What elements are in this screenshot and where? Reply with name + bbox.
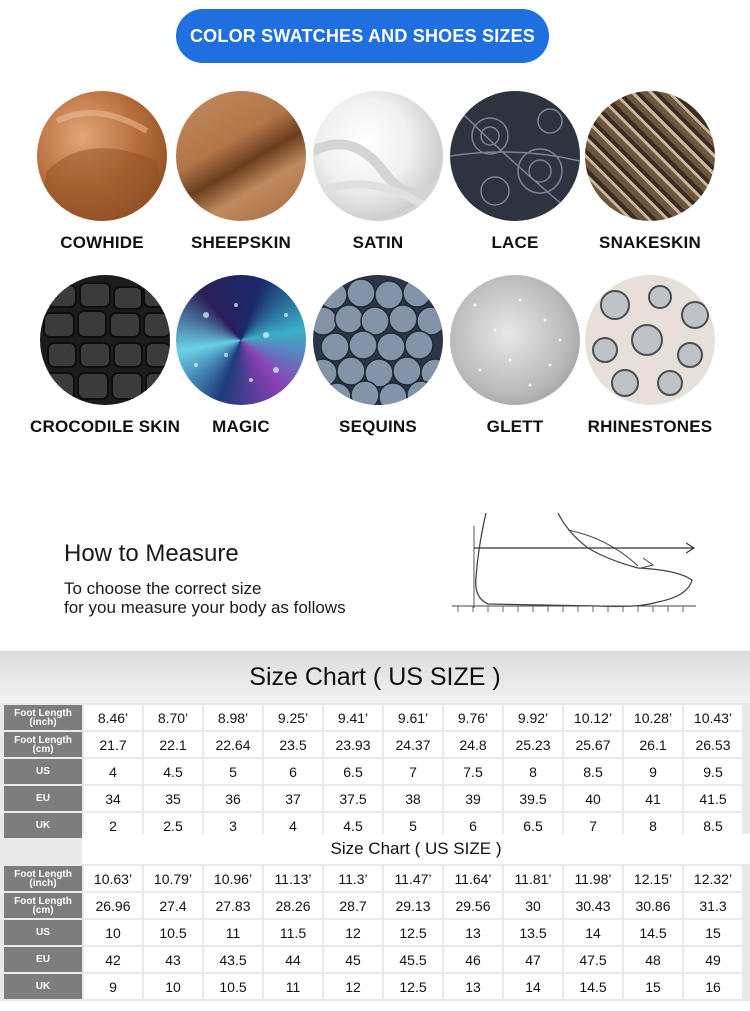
row-header-line: Foot Length <box>14 734 72 746</box>
size-cell: 39.5 <box>504 786 562 811</box>
size-cell: 12 <box>324 920 382 945</box>
size-cell: 12.32’ <box>684 866 742 891</box>
size-cell: 6 <box>264 759 322 784</box>
swatch-label: COWHIDE <box>60 233 144 252</box>
swatch-lace[interactable] <box>440 91 590 253</box>
size-cell: 12.5 <box>384 920 442 945</box>
size-cell: 45 <box>324 947 382 972</box>
size-cell: 4.5 <box>324 813 382 838</box>
sheepskin-swatch-image <box>176 91 306 221</box>
size-cell: 6 <box>444 813 502 838</box>
foot-length-cm-row <box>4 732 742 757</box>
size-cell: 26.1 <box>624 732 682 757</box>
size-cell: 8.46’ <box>84 705 142 730</box>
swatch-label: SEQUINS <box>339 417 417 436</box>
foot-measure-illustration <box>448 508 700 618</box>
size-cell: 10.12’ <box>564 705 622 730</box>
swatch-glett[interactable] <box>440 275 590 437</box>
swatch-satin[interactable] <box>303 91 453 253</box>
rhinestones-swatch-image <box>585 275 715 405</box>
size-cell: 2 <box>84 813 142 838</box>
size-table-2 <box>2 864 744 1001</box>
size-cell: 13.5 <box>504 920 562 945</box>
size-cell: 41 <box>624 786 682 811</box>
size-cell: 12 <box>324 974 382 999</box>
size-cell: 10 <box>84 920 142 945</box>
size-cell: 36 <box>204 786 262 811</box>
size-cell: 37.5 <box>324 786 382 811</box>
size-cell: 9.61’ <box>384 705 442 730</box>
size-cell: 8.5 <box>564 759 622 784</box>
size-cell: 47 <box>504 947 562 972</box>
us-size-row <box>4 920 742 945</box>
size-cell: 6.5 <box>504 813 562 838</box>
row-header-unit: (cm) <box>32 904 54 916</box>
size-cell: 9 <box>624 759 682 784</box>
size-cell: 38 <box>384 786 442 811</box>
size-cell: 9.41’ <box>324 705 382 730</box>
magic-swatch-image <box>176 275 306 405</box>
swatch-label: SHEEPSKIN <box>190 233 292 252</box>
size-cell: 10.96’ <box>204 866 262 891</box>
size-cell: 16 <box>684 974 742 999</box>
row-header <box>4 893 82 918</box>
size-cell: 40 <box>564 786 622 811</box>
size-cell: 48 <box>624 947 682 972</box>
size-cell: 9 <box>84 974 142 999</box>
size-cell: 26.53 <box>684 732 742 757</box>
swatch-label: RHINESTONES <box>587 417 713 436</box>
size-cell: 12.15’ <box>624 866 682 891</box>
size-cell: 43.5 <box>204 947 262 972</box>
row-header <box>4 732 82 757</box>
size-cell: 26.96 <box>84 893 142 918</box>
size-cell: 13 <box>444 920 502 945</box>
size-cell: 45.5 <box>384 947 442 972</box>
size-cell: 2.5 <box>144 813 202 838</box>
row-header-line: Foot Length <box>14 895 72 907</box>
size-cell: 29.13 <box>384 893 442 918</box>
size-cell: 15 <box>684 920 742 945</box>
row-header: UK <box>4 813 82 838</box>
size-cell: 14 <box>564 920 622 945</box>
size-cell: 9.76’ <box>444 705 502 730</box>
size-cell: 27.4 <box>144 893 202 918</box>
row-header: EU <box>4 947 82 972</box>
size-cell: 25.23 <box>504 732 562 757</box>
size-cell: 11.3’ <box>324 866 382 891</box>
size-cell: 10.79’ <box>144 866 202 891</box>
measure-instruction-2: for you measure your body as follows <box>64 598 346 617</box>
size-cell: 10.43’ <box>684 705 742 730</box>
size-cell: 7 <box>564 813 622 838</box>
size-cell: 35 <box>144 786 202 811</box>
size-cell: 28.7 <box>324 893 382 918</box>
row-header-unit: (inch) <box>29 716 57 728</box>
header-title: COLOR SWATCHES AND SHOES SIZES <box>176 9 549 63</box>
size-cell: 11 <box>264 974 322 999</box>
swatch-label: CROCODILE SKIN <box>30 417 181 436</box>
size-cell: 46 <box>444 947 502 972</box>
size-cell: 30.43 <box>564 893 622 918</box>
swatch-label: MAGIC <box>212 417 270 436</box>
size-chart <box>0 651 750 1001</box>
size-chart-subtitle: Size Chart ( US SIZE ) <box>82 834 750 864</box>
size-cell: 4 <box>264 813 322 838</box>
size-chart-title: Size Chart ( US SIZE ) <box>0 651 750 703</box>
size-cell: 3 <box>204 813 262 838</box>
size-cell: 47.5 <box>564 947 622 972</box>
size-cell: 31.3 <box>684 893 742 918</box>
size-cell: 23.5 <box>264 732 322 757</box>
size-cell: 14 <box>504 974 562 999</box>
size-cell: 9.25’ <box>264 705 322 730</box>
sequins-swatch-image <box>313 275 443 405</box>
size-cell: 23.93 <box>324 732 382 757</box>
swatch-sequins[interactable] <box>303 275 453 437</box>
crocodile-swatch-image <box>40 275 170 405</box>
cowhide-swatch-image <box>37 91 167 221</box>
size-cell: 8.5 <box>684 813 742 838</box>
foot-length-inch-row <box>4 705 742 730</box>
foot-length-inch-row <box>4 866 742 891</box>
size-cell: 14.5 <box>564 974 622 999</box>
size-cell: 24.37 <box>384 732 442 757</box>
size-cell: 49 <box>684 947 742 972</box>
swatch-label: LACE <box>491 233 539 252</box>
size-table-1 <box>2 703 744 840</box>
size-cell: 11.5 <box>264 920 322 945</box>
size-cell: 25.67 <box>564 732 622 757</box>
satin-swatch-image <box>313 91 443 221</box>
size-cell: 4 <box>84 759 142 784</box>
row-header-unit: (inch) <box>29 877 57 889</box>
swatch-label: SATIN <box>352 233 404 252</box>
size-cell: 11.64’ <box>444 866 502 891</box>
uk-size-row <box>4 974 742 999</box>
swatch-crocodile[interactable] <box>30 275 180 437</box>
size-cell: 27.83 <box>204 893 262 918</box>
measure-instruction-1: To choose the correct size <box>64 579 262 598</box>
size-cell: 10.5 <box>144 920 202 945</box>
size-cell: 41.5 <box>684 786 742 811</box>
size-cell: 21.7 <box>84 732 142 757</box>
size-cell: 9.92’ <box>504 705 562 730</box>
size-cell: 7.5 <box>444 759 502 784</box>
swatch-label: SNAKESKIN <box>599 233 701 252</box>
size-cell: 8 <box>504 759 562 784</box>
size-cell: 5 <box>204 759 262 784</box>
row-header: US <box>4 920 82 945</box>
how-to-measure-title: How to Measure <box>64 540 239 567</box>
size-cell: 42 <box>84 947 142 972</box>
size-cell: 8.98’ <box>204 705 262 730</box>
snakeskin-swatch-image <box>585 91 715 221</box>
size-cell: 39 <box>444 786 502 811</box>
size-cell: 15 <box>624 974 682 999</box>
row-header-unit: (cm) <box>32 743 54 755</box>
size-cell: 28.26 <box>264 893 322 918</box>
size-cell: 6.5 <box>324 759 382 784</box>
row-header <box>4 866 82 891</box>
eu-size-row <box>4 786 742 811</box>
swatch-cowhide[interactable] <box>27 91 177 253</box>
row-header: UK <box>4 974 82 999</box>
size-cell: 30 <box>504 893 562 918</box>
size-cell: 9.5 <box>684 759 742 784</box>
swatch-snakeskin[interactable] <box>575 91 725 253</box>
size-cell: 22.64 <box>204 732 262 757</box>
size-cell: 5 <box>384 813 442 838</box>
row-header <box>4 705 82 730</box>
row-header: EU <box>4 786 82 811</box>
size-cell: 22.1 <box>144 732 202 757</box>
us-size-row <box>4 759 742 784</box>
size-cell: 8 <box>624 813 682 838</box>
size-cell: 4.5 <box>144 759 202 784</box>
size-cell: 44 <box>264 947 322 972</box>
size-cell: 34 <box>84 786 142 811</box>
size-cell: 10 <box>144 974 202 999</box>
size-cell: 30.86 <box>624 893 682 918</box>
size-cell: 14.5 <box>624 920 682 945</box>
glitter-swatch-image <box>450 275 580 405</box>
size-cell: 11.47’ <box>384 866 442 891</box>
size-cell: 10.5 <box>204 974 262 999</box>
size-cell: 12.5 <box>384 974 442 999</box>
swatch-sheepskin[interactable] <box>166 91 316 253</box>
size-cell: 11.13’ <box>264 866 322 891</box>
size-cell: 11 <box>204 920 262 945</box>
row-header: US <box>4 759 82 784</box>
lace-swatch-image <box>450 91 580 221</box>
size-cell: 10.63’ <box>84 866 142 891</box>
size-cell: 10.28’ <box>624 705 682 730</box>
size-cell: 29.56 <box>444 893 502 918</box>
row-header-line: Foot Length <box>14 707 72 719</box>
size-cell: 8.70’ <box>144 705 202 730</box>
row-header-line: Foot Length <box>14 868 72 880</box>
size-cell: 24.8 <box>444 732 502 757</box>
size-cell: 43 <box>144 947 202 972</box>
size-cell: 7 <box>384 759 442 784</box>
foot-length-cm-row <box>4 893 742 918</box>
eu-size-row <box>4 947 742 972</box>
swatch-rhinestones[interactable] <box>575 275 725 437</box>
size-cell: 11.81’ <box>504 866 562 891</box>
size-cell: 37 <box>264 786 322 811</box>
swatch-label: GLETT <box>486 417 544 436</box>
swatch-magic[interactable] <box>166 275 316 437</box>
size-cell: 13 <box>444 974 502 999</box>
size-cell: 11.98’ <box>564 866 622 891</box>
